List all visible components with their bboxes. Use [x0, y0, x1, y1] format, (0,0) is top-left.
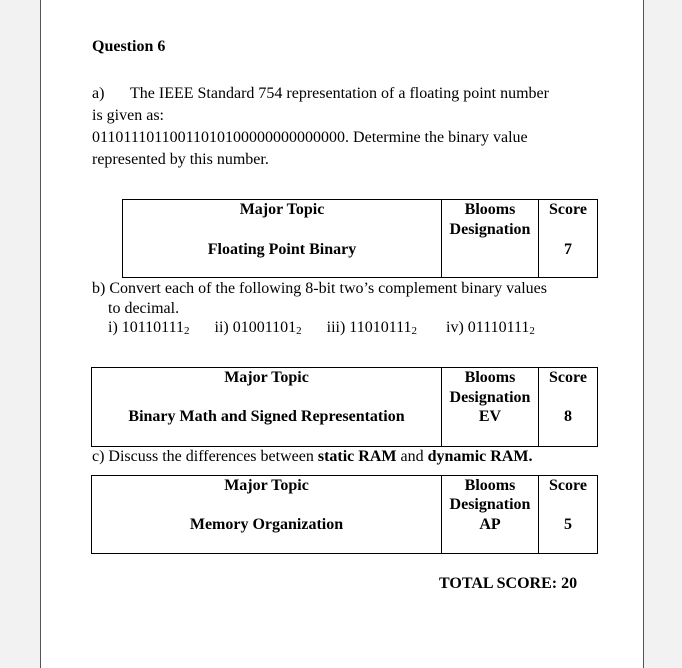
major-topic-cell [92, 476, 442, 554]
score-header: Score [549, 201, 587, 218]
major-topic-cell [123, 200, 442, 278]
major-topic-header: Major Topic [239, 201, 325, 218]
part-c-mid: and [396, 448, 428, 465]
part-c-term-dynamic-ram: dynamic RAM [427, 448, 529, 465]
score-header: Score [549, 477, 587, 494]
blooms-header-line-1: Blooms [464, 369, 516, 386]
part-a-line-1-text: The IEEE Standard 754 representation of a floating point number [130, 85, 549, 102]
part-a-line-4: represented by this number. [92, 151, 269, 168]
score-header: Score [549, 369, 587, 386]
part-b-line-2: to decimal. [108, 299, 180, 317]
major-topic-value: Floating Point Binary [207, 241, 357, 258]
part-b-items [92, 318, 547, 342]
part-b-item-2: ii) 010011012 [214, 319, 302, 337]
blooms-header-line-2: Designation [449, 496, 531, 513]
blooms-value: AP [479, 516, 501, 533]
score-cell [539, 200, 598, 278]
total-score: TOTAL SCORE: 20 [439, 575, 578, 592]
topic-table-3 [91, 475, 598, 554]
part-c-suffix: . [528, 448, 533, 465]
part-b-item-4: iv) 011101112 [446, 319, 535, 337]
blooms-header-line-2: Designation [449, 389, 531, 406]
blooms-header-line-2: Designation [449, 221, 531, 238]
part-c-term-static-ram: static RAM [317, 448, 397, 465]
part-b-line-1: b) Convert each of the following 8-bit two’s complement binary values [92, 280, 547, 297]
part-a-line-3: 01101110110011010100000000000000. Determine the binary value [92, 129, 528, 146]
score-value: 8 [564, 408, 572, 425]
blooms-cell [442, 200, 539, 278]
topic-table-2 [91, 367, 598, 447]
document-page [40, 0, 644, 668]
major-topic-header: Major Topic [224, 477, 309, 494]
blooms-header-line-1: Blooms [464, 477, 516, 494]
topic-table-1 [122, 199, 598, 278]
major-topic-cell [92, 368, 442, 447]
major-topic-value: Memory Organization [189, 516, 344, 533]
part-a-line-2: is given as: [92, 107, 164, 124]
blooms-header-line-1: Blooms [464, 201, 516, 218]
major-topic-value: Binary Math and Signed Representation [128, 408, 405, 425]
part-b-item-1: i) 101101112 [108, 319, 190, 337]
part-c-text [92, 448, 532, 466]
question-title: Question 6 [92, 38, 166, 55]
part-c-prefix: c) Discuss the differences between [92, 448, 318, 465]
blooms-value: EV [478, 408, 502, 425]
part-b-text [92, 279, 547, 342]
part-a-line-1 [92, 83, 549, 105]
blooms-cell [442, 368, 539, 447]
part-b-item-3: iii) 110101112 [326, 319, 418, 337]
part-a-label: a) [92, 85, 105, 102]
part-a-text [92, 83, 549, 171]
score-cell [539, 368, 598, 447]
score-value: 7 [564, 241, 572, 258]
score-value: 5 [564, 516, 572, 533]
score-cell [539, 476, 598, 554]
blooms-cell [442, 476, 539, 554]
major-topic-header: Major Topic [224, 369, 309, 386]
